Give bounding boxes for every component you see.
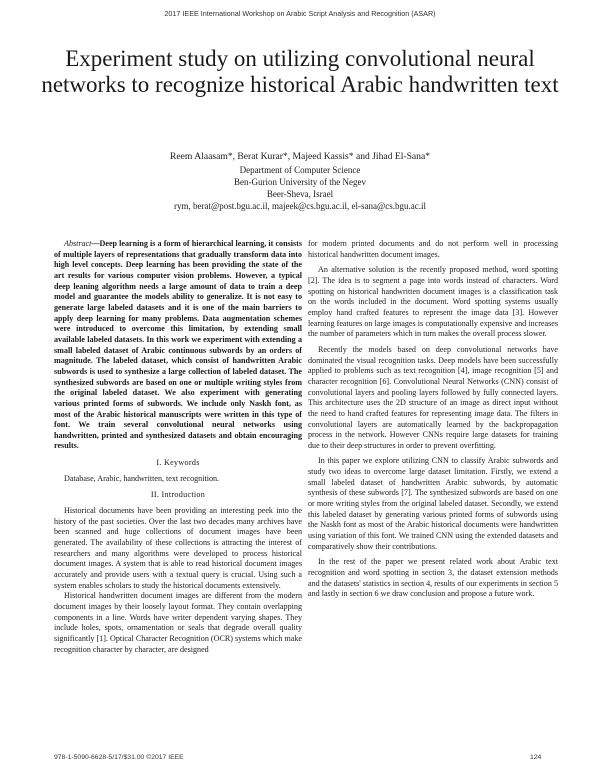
intro-paragraph: Recently the models based on deep convolutional networks have dominated the visual recognition tasks. Deep models have been successfully applied to problems such as text recognition [4], image recognition [5] and character recognition [6]. Convolutional Neural Networks (CNN) consist of convolutional layers and pooling layers followed by fully connected layers. This architecture uses the 2D structure of an image as direct input without the need to hand crafted features for representing image data. The filters in convolutional layers are automatically learned by the backpropagation process in the network. However CNNs require large datasets for training due to their deep structures in order to prevent overfitting. <box>308 344 558 450</box>
intro-paragraph: In the rest of the paper we present related work about Arabic text recognition and word spotting in section 3, the dataset extension methods and the datasets' statistics in section 4, results of our experiments in section 5 and lastly in section 6 we draw conclusion and propose a future work. <box>308 557 558 599</box>
introduction-heading: II. Introduction <box>150 490 206 500</box>
page-number: 124 <box>530 754 542 761</box>
intro-paragraph: An alternative solution is the recently proposed method, word spotting [2]. The idea is to segment a page into words instead of characters. Word spotting on historical handwritten document images is a classification task on the words included in the document. Word spotting systems usually employ hand crafted features to represent the image data [3]. However learning features on large images is computationally expensive and increases the number of parameters which in turn makes the overall process slower. <box>308 265 558 339</box>
right-column <box>308 239 558 600</box>
abstract <box>54 239 302 452</box>
intro-paragraph: Historical documents have been providing an interesting peek into the history of the past societies. Over the last two decades many archives have been scanned and huge collections of document images have been generated. The availability of these collections is attracting the interest of researchers and many algorithms were developed to process historical document images. A system that is able to read historical document images accurately and provide users with a textual query is crucial. Using such a system enables scholars to study the historical documents extensively. <box>54 506 302 590</box>
isbn-footer: 978-1-5090-6628-5/17/$31.00 ©2017 IEEE <box>54 754 184 761</box>
intro-paragraph: Historical handwritten document images are different from the modern document images by their loosely layout format. They contain overlapping components in a line. Words have writer dependent varying shapes. They include holes, spots, ornamentation or seals that degrade overall quality significantly [1]. Optical Character Recognition (OCR) systems which make recognition character by character, are designed <box>54 591 302 654</box>
affiliation-block <box>0 164 600 212</box>
intro-paragraph: In this paper we explore utilizing CNN to classify Arabic subwords and study two ideas to overcome large dataset limitation. Firstly, we extend a small labeled dataset of handwritten Arabic subwords, by automatic synthesis of these subwords [7]. The synthesized subwords are based on one or more writing styles from the original labeled dataset. Secondly, we extend this labeled dataset by generating various printed forms of subwords using the Naskh font as most of the Arabic historical documents were handwritten using variation of this font. We trained CNN using the extended datasets and comparatively show their contributions. <box>308 456 558 551</box>
intro-paragraph: for modern printed documents and do not perform well in processing historical handwritten document images. <box>308 239 558 259</box>
university: Ben-Gurion University of the Negev <box>234 177 366 187</box>
paper-title: Experiment study on utilizing convolutional neural networks to recognize historical Arabic handwritten text <box>41 46 559 97</box>
city: Beer-Sheva, Israel <box>266 189 334 199</box>
author-list: Reem Alaasam*, Berat Kurar*, Majeed Kassis* and Jihad El-Sana* <box>169 151 431 162</box>
left-column <box>54 239 302 655</box>
abstract-text: —Deep learning is a form of hierarchical learning, it consists of multiple layers of representations that gradually transform data into high level concepts. Deep learning has been providing the state of the art results for various computer vision problems. However, a typical deep leaning algorithm needs a large amount of data to train a deep model and guarantee the models ability to generalize. It is not easy to generate large labeled datasets and it is one of the main barriers to apply deep learning for many problems. Data augmentation schemes were introduced to overcome this limitation, by extending small available labeled datasets. In this work we experiment with extending a small labeled dataset of Arabic continuous subwords by an orders of magnitude. The labeled dataset, which consist of handwritten Arabic subwords is used to synthesize a large collection of labeled dataset. The synthesized subwords are based on one or multiple writing styles from the original labeled dataset. We also experiment with generating various printed forms of subwords. We include only Naskh font, as most of the Arabic historical manuscripts were written in this type of font. We train several convolutional neural networks using handwritten, printed and synthesized datasets and obtain encouraging results. <box>54 239 302 451</box>
abstract-label: Abstract <box>64 239 92 248</box>
conference-header: 2017 IEEE International Workshop on Arabic Script Analysis and Recognition (ASAR) <box>164 9 436 18</box>
keywords-text: Database, Arabic, handwritten, text recognition. <box>64 473 220 483</box>
department: Department of Computer Science <box>239 165 361 175</box>
keywords-heading: I. Keywords <box>156 458 200 468</box>
author-emails: rym, berat@post.bgu.ac.il, majeek@cs.bgu.ac.il, el-sana@cs.bgu.ac.il <box>173 201 427 211</box>
